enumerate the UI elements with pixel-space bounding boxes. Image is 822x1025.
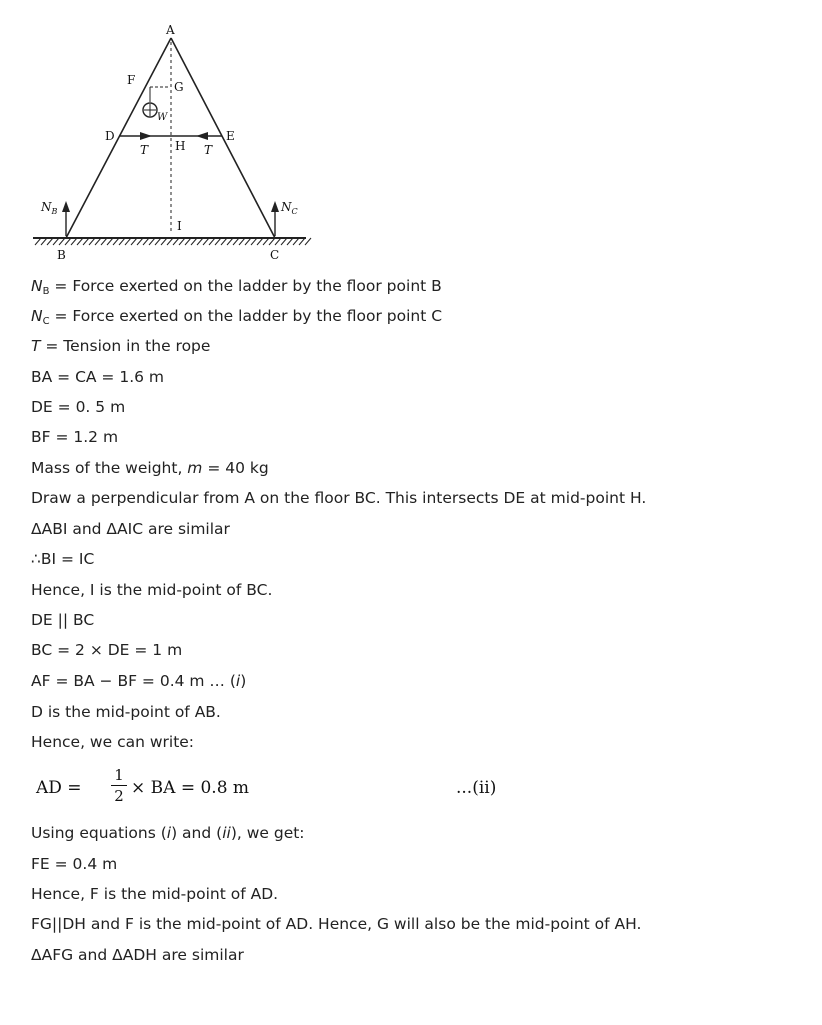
floor-hatch: [131, 238, 137, 245]
floor-hatch: [173, 238, 179, 245]
normal-force-c-head: [271, 201, 279, 212]
step-bi-ic: ∴BI = IC: [31, 550, 95, 568]
floor-hatch: [137, 238, 143, 245]
step-similar-afg-adh: ΔAFG and ΔADH are similar: [31, 946, 244, 964]
floor-hatch: [41, 238, 47, 245]
definition-t: T = Tension in the rope: [31, 337, 211, 355]
floor-hatch: [269, 238, 275, 245]
floor-hatch: [143, 238, 149, 245]
given-bf: BF = 1.2 m: [31, 428, 119, 446]
floor-hatch: [305, 238, 311, 245]
step-we-can-write: Hence, we can write:: [31, 733, 195, 751]
floor-hatch: [65, 238, 71, 245]
floor-hatch: [209, 238, 215, 245]
floor-hatch: [53, 238, 59, 245]
floor-hatch: [287, 238, 293, 245]
floor-hatch: [191, 238, 197, 245]
label-f: F: [127, 73, 136, 87]
floor-hatch: [149, 238, 155, 245]
floor-hatch: [215, 238, 221, 245]
ladder-diagram: [28, 20, 318, 266]
floor-hatch: [89, 238, 95, 245]
step-using-equations: Using equations (i) and (ii), we get:: [31, 824, 305, 842]
step-bc: BC = 2 × DE = 1 m: [31, 641, 183, 659]
label-i: I: [177, 219, 182, 233]
equation-reference: ...(ii): [456, 778, 497, 798]
floor-hatch: [59, 238, 65, 245]
floor-hatch: [179, 238, 185, 245]
floor-hatch: [281, 238, 287, 245]
label-g: G: [174, 80, 184, 94]
normal-force-b-head: [62, 201, 70, 212]
floor-hatch: [71, 238, 77, 245]
floor-hatch: [275, 238, 281, 245]
floor-hatch: [251, 238, 257, 245]
definition-nb: NB = Force exerted on the ladder by the floor point B: [31, 277, 442, 297]
floor-hatch: [35, 238, 41, 245]
floor-hatch: [257, 238, 263, 245]
floor-hatch: [161, 238, 167, 245]
floor-hatch: [233, 238, 239, 245]
floor-hatch: [155, 238, 161, 245]
label-nb: $N_B$: [41, 200, 58, 216]
fraction-denominator: 2: [114, 787, 124, 805]
label-t-right: T: [204, 143, 213, 157]
floor-hatch: [101, 238, 107, 245]
floor-hatch: [221, 238, 227, 245]
label-nc: $N_C$: [281, 200, 298, 216]
step-af: AF = BA − BF = 0.4 m … (i): [31, 672, 247, 690]
tension-arrow-right: [196, 132, 208, 140]
floor-hatch: [113, 238, 119, 245]
floor-hatch: [263, 238, 269, 245]
floor-hatch: [107, 238, 113, 245]
floor-hatch: [245, 238, 251, 245]
floor-hatch: [293, 238, 299, 245]
equation-ad: [36, 766, 516, 816]
floor-hatch: [83, 238, 89, 245]
equation-fraction: [111, 766, 127, 805]
given-ba-ca: BA = CA = 1.6 m: [31, 368, 165, 386]
floor-hatch: [239, 238, 245, 245]
label-a: A: [166, 23, 175, 37]
floor-hatch: [227, 238, 233, 245]
step-de-parallel: DE || BC: [31, 611, 95, 629]
equation-rhs: × BA = 0.8 m: [131, 778, 250, 798]
step-perpendicular: Draw a perpendicular from A on the floor BC. This intersects DE at mid-point H.: [31, 489, 647, 507]
floor-hatch: [119, 238, 125, 245]
ladder-leg-ab: [66, 38, 171, 238]
floor-hatch: [95, 238, 101, 245]
floor-hatch: [125, 238, 131, 245]
given-de: DE = 0. 5 m: [31, 398, 126, 416]
floor-hatch: [185, 238, 191, 245]
weight: [143, 103, 157, 117]
step-fg-parallel: FG||DH and F is the mid-point of AD. Hence, G will also be the mid-point of AH.: [31, 915, 642, 933]
label-b: B: [57, 248, 66, 262]
label-t-left: T: [140, 143, 149, 157]
floor-hatch: [197, 238, 203, 245]
step-similar-abi-aic: ΔABI and ΔAIC are similar: [31, 520, 230, 538]
floor: [33, 238, 311, 245]
step-d-midpoint: D is the mid-point of AB.: [31, 703, 221, 721]
label-e: E: [226, 129, 235, 143]
fraction-numerator: 1: [114, 766, 124, 784]
floor-hatch: [47, 238, 53, 245]
equation-lhs: AD =: [36, 778, 82, 798]
step-f-midpoint: Hence, F is the mid-point of AD.: [31, 885, 279, 903]
tension-arrow-left: [140, 132, 152, 140]
label-c: C: [270, 248, 280, 262]
step-i-midpoint: Hence, I is the mid-point of BC.: [31, 581, 273, 599]
floor-hatch: [167, 238, 173, 245]
label-d: D: [105, 129, 115, 143]
floor-hatch: [299, 238, 305, 245]
floor-hatch: [203, 238, 209, 245]
floor-hatch: [77, 238, 83, 245]
label-h: H: [175, 139, 186, 153]
ladder-leg-ac: [171, 38, 275, 238]
definition-nc: NC = Force exerted on the ladder by the floor point C: [31, 307, 443, 327]
label-w: W: [157, 112, 168, 123]
step-fe: FE = 0.4 m: [31, 855, 118, 873]
given-mass: Mass of the weight, m = 40 kg: [31, 459, 269, 477]
